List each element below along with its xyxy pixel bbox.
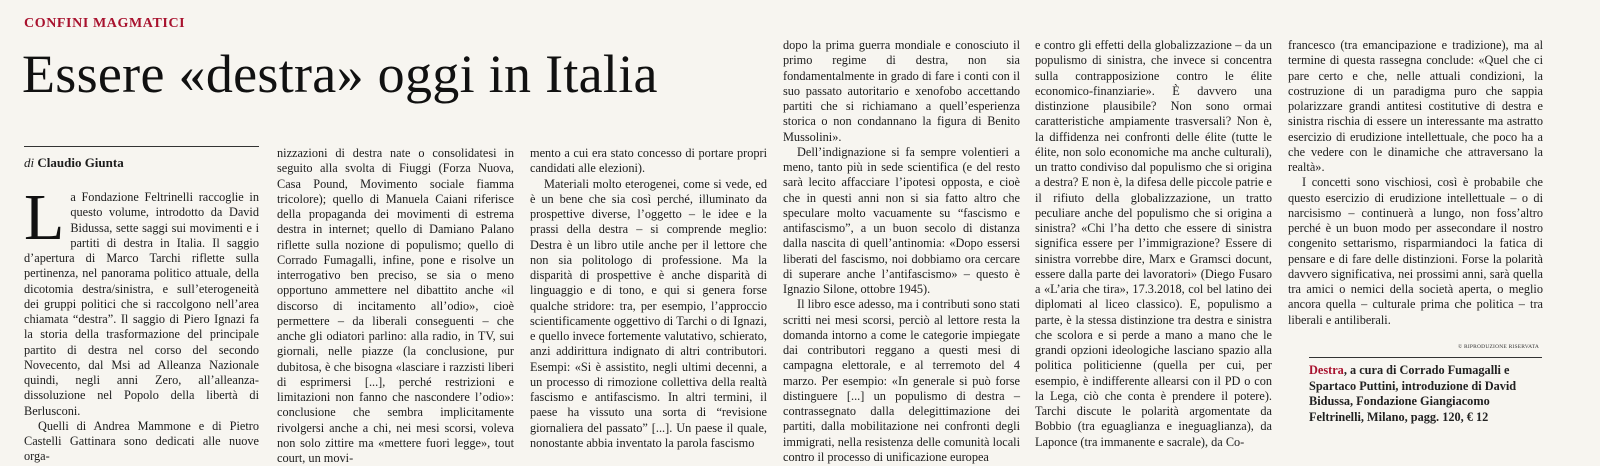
copyright-text: © RIPRODUZIONE RISERVATA — [1458, 344, 1540, 350]
byline-prefix: di — [24, 155, 35, 170]
book-info-rule — [1309, 357, 1542, 358]
book-details: , a cura di Corrado Fumagalli e Spartaco Puttini, introduzione di David Bidussa, Fondazione Giangiacomo Feltrinelli, Milano, pagg. 120, € 12 — [1309, 363, 1517, 424]
article-column-5 — [1035, 38, 1272, 452]
byline-author: Claudio Giunta — [37, 155, 124, 170]
article-column-6 — [1288, 38, 1543, 334]
article-column-4 — [783, 38, 1020, 464]
paragraph: nizzazioni di destra nate o consolidatesi in seguito alla svolta di Fiuggi (Forza Nuova, Casa Pound, Movimento sociale fiamma tricolore); quello di Manuela Caiani riferisce della propaganda dei movimenti di estrema destra in internet; quello di Damiano Palano riflette sulla nozione di populismo; quello di Corrado Fumagalli, infine, pone e risolve un interrogativo ben preciso, se sia o meno opportuno ammettere nel dibattito anche «il discorso di incitamento all’odio», cioè permettere – da liberali conseguenti – che anche gli odiatori parlino: alla radio, in TV, sui giornali, nelle piazze (la conclusione, pur dubitosa, è che bisogna «lasciare i razzisti liberi di esprimersi [...], perché restrizioni e limitazioni non fanno che nascondere l’odio»: conclusione che sembra implicitamente rivolgersi anche a chi, nei mesi scorsi, voleva non solo zittire ma «mettere fuori legge», tout court, un movi- — [277, 146, 514, 465]
paragraph: I concetti sono vischiosi, così è probabile che questo esercizio di erudizione intellettuale – o di narcisismo – continuerà a lungo, non foss’altro perché è un buon modo per assecondare il nostro congenito settarismo, risparmiandoci la fatica di pensare e di fare delle distinzioni. Forse la polarità davvero significativa, nei prossimi anni, sarà quella tra amici o nemici della società aperta, o meglio ancora quella – culturale prima che politica – tra liberali e antiliberali. — [1288, 175, 1543, 327]
paragraph: mento a cui era stato concesso di portare propri candidati alle elezioni). — [530, 146, 767, 176]
paragraph: Il libro esce adesso, ma i contributi sono stati scritti nei mesi scorsi, perciò al lettore resta la domanda intorno a come le categorie impiegate dai contributori reggano a questi mesi di campagna elettorale, e al terremoto del 4 marzo. Per esempio: «In generale si può forse distinguere [...] un populismo di destra – contrassegnato dalla delegittimazione dei partiti, dalla mobilitazione nei confronti degli immigrati, nella resistenza delle comunità locali contro il processo di unificazione europea — [783, 297, 1020, 464]
paragraph: dopo la prima guerra mondiale e conosciuto il primo regime di destra, non sia fondamentalmente in grado di fare i conti con il suo passato autoritario e xenofobo accettando partiti che si richiamano a quell’esperienza storica o non condannano la figura di Benito Mussolini». — [783, 38, 1020, 144]
article-column-1 — [24, 181, 259, 464]
article-column-2 — [277, 146, 514, 465]
byline — [24, 155, 124, 171]
article-headline: Essere «destra» oggi in Italia — [22, 44, 658, 104]
book-info-box — [1309, 363, 1542, 425]
paragraph: francesco (tra emancipazione e tradizione), ma al termine di questa rassegna conclude: «Quel che ci pare certo e che, nelle attuali condizioni, la costruzione di un paradigma puro che sappia polarizzare grandi antitesi costitutive di destra e sinistra rischia di essere un interessante ma astratto esercizio di erudizione intellettuale, che poco ha a che vedere con le dinamiche che attraversano la realtà». — [1288, 38, 1543, 174]
paragraph-text: a Fondazione Feltrinelli raccoglie in questo volume, introdotto da David Bidussa, sette saggi sui movimenti e i partiti di destra in Italia. Il saggio d’apertura di Marco Tarchi riflette sulla pertinenza, nel panorama politico attuale, della dicotomia destra/sinistra, e sull’eterogeneità dei gruppi politici che si raccolgono nell’area chiamata “destra”. Il saggio di Piero Ignazi fa la storia della trasformazione del principale partito di destra nel corso del secondo Novecento, dal Msi ad Alleanza Nazionale quindi, negli anni Zero, all’alleanza-dissoluzione nel Popolo della libertà di Berlusconi. — [24, 190, 259, 418]
copyright-notice — [1458, 339, 1548, 351]
paragraph: Dell’indignazione si fa sempre volentieri a meno, tanto più in sede scientifica (e del resto sarà lecito affacciare l’ipotesi opposta, e cioè che in questi anni non si sia fatto altro che speculare molto vacuamente su “fascismo e antifascismo”, a un buon secolo di distanza dalla nascita di quell’antinomia: «Dopo essersi liberati del fascismo, noi dobbiamo ora cercare di superare anche l’antifascismo» – questo è Ignazio Silone, ottobre 1945). — [783, 144, 1020, 296]
paragraph: Materiali molto eterogenei, come si vede, ed è un bene che sia così perché, illuminato da prospettive diverse, l’oggetto – le idee e la prassi della destra – si comprende meglio: Destra è un libro utile anche per il lettore che non sia politologo di professione. Ma la disparità di prospettive è anche disparità di linguaggio e di tono, e qui si genera forse qualche stridore: tra, per esempio, l’approccio scientificamente oggettivo di Tarchi o di Ignazi, e quello invece fortemente valutativo, schierato, anzi addirittura indignato di altri contributori. Esempi: «Si è assistito, negli ultimi decenni, a un processo di rimozione collettiva della realtà fascismo e antifascismo. In altri termini, il paese ha vissuto una sorta di “revisione giornaliera del passato” [...]. Un paese il quale, nonostante abbia inventato la parola fascismo — [530, 176, 767, 450]
byline-rule — [24, 146, 259, 147]
paragraph: Quelli di Andrea Mammone e di Pietro Castelli Gattinara sono dedicati alle nuove orga- — [24, 418, 259, 464]
paragraph — [24, 181, 259, 419]
paragraph: e contro gli effetti della globalizzazione – da un populismo di sinistra, che invece si concentra sulla contrapposizione contro le élite economico-finanziarie». È davvero una distinzione plausibile? Non sono ormai caratteristiche ampiamente trasversali? Non è, la diffidenza nei confronti delle élite (tutte le élite, non solo economiche ma anche culturali), un tratto condiviso dal populismo che si origina a destra? E non è, la difesa delle piccole patrie e il rifiuto della globalizzazione, un tratto peculiare anche del populismo che si origina a sinistra? «Chi l’ha detto che essere di sinistra significa essere per l’immigrazione? Essere di sinistra vorrebbe dire, Marx e Gramsci docunt, essere dalla parte dei lavoratori» (Diego Fusaro a «L’aria che tira», 17.3.2018, col bel latino dei diplomati al liceo classico). E, populismo a parte, è la stessa distinzione tra destra e sinistra che scolora e si perde a mano a mano che le grandi opzioni ideologiche lasciano spazio alla politica politicienne (quella per cui, per esempio, è indifferente allearsi con il PD o con la Lega, ciò che conta è prendere il potere). Tarchi discute le polarità argomentate da Bobbio (tra eguaglianza e ineguaglianza), da Laponce (tra immanente e sacrale), da Co- — [1035, 38, 1272, 449]
section-kicker: CONFINI MAGMATICI — [24, 16, 186, 31]
article-column-3 — [530, 146, 767, 452]
drop-cap: L — [24, 181, 65, 254]
book-title: Destra — [1309, 363, 1344, 377]
